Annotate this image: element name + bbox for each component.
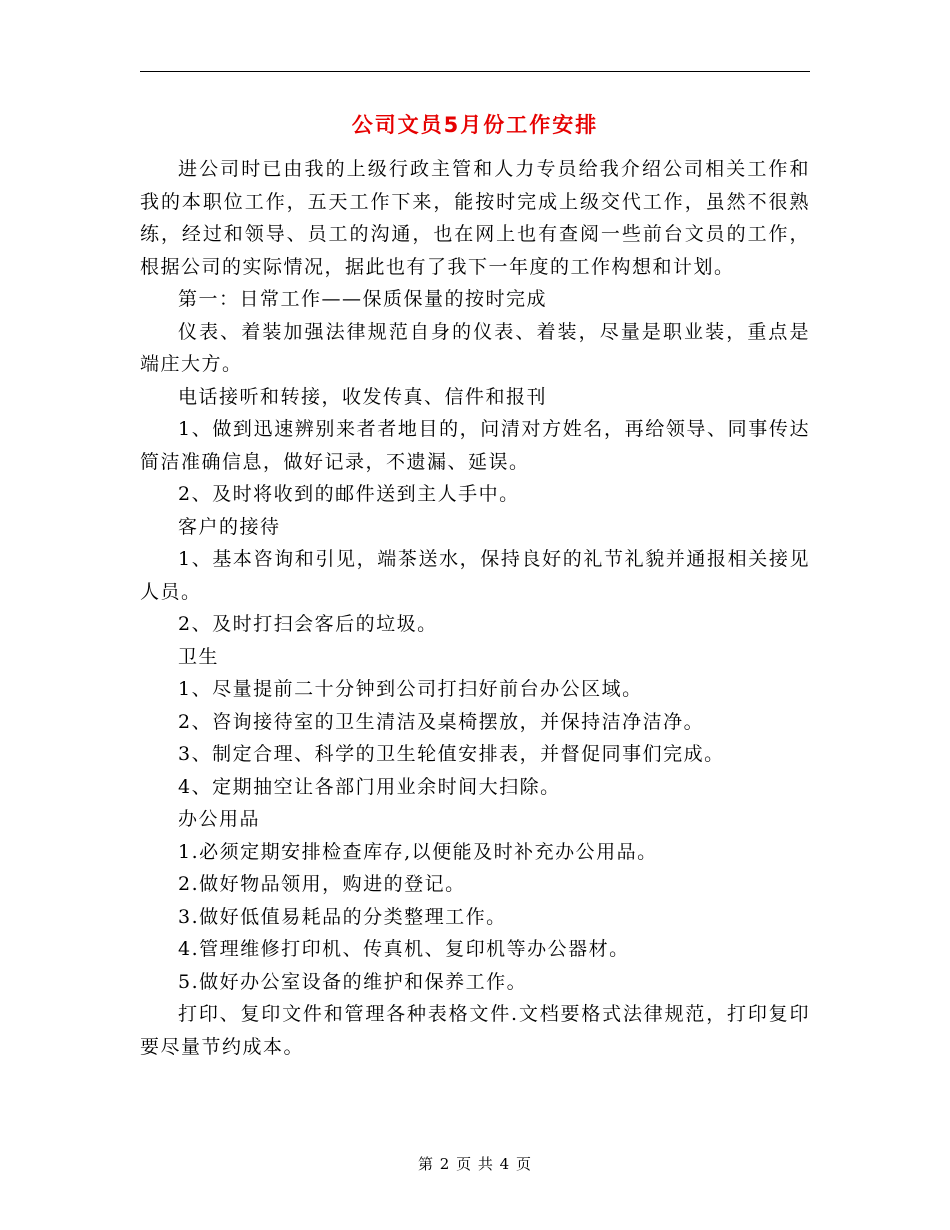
list-item: 1、尽量提前二十分钟到公司打扫好前台办公区域。 bbox=[178, 678, 643, 700]
paragraph: 进公司时已由我的上级行政主管和人力专员给我介绍公司相关工作和我的本职位工作，五天工作下来，能按时完成上级交代工作，虽然不很熟练，经过和领导、员工的沟通，也在网上也有查阅一些前台文员的工作，根据公司的实际情况，据此也有了我下一年度的工作构想和计划。 bbox=[140, 158, 810, 278]
page-number: 第 2 页 共 4 页 bbox=[418, 1155, 532, 1173]
section-heading: 客户的接待 bbox=[178, 515, 281, 538]
paragraph: 打印、复印文件和管理各种表格文件.文档要格式法律规范，打印复印要尽量节约成本。 bbox=[140, 1003, 810, 1058]
list-item: 3、制定合理、科学的卫生轮值安排表，并督促同事们完成。 bbox=[178, 743, 725, 765]
list-item: 3.做好低值易耗品的分类整理工作。 bbox=[178, 905, 507, 928]
list-item: 1、基本咨询和引见，端茶送水，保持良好的礼节礼貌并通报相关接见人员。 bbox=[140, 548, 810, 603]
list-item: 2.做好物品领用，购进的登记。 bbox=[178, 873, 466, 895]
list-item: 2、及时将收到的邮件送到主人手中。 bbox=[178, 483, 520, 505]
section-heading: 第一：日常工作——保质保量的按时完成 bbox=[178, 288, 548, 310]
section-heading: 卫生 bbox=[178, 645, 220, 668]
document-body bbox=[140, 153, 810, 1063]
section-heading: 办公用品 bbox=[178, 808, 261, 830]
list-item: 2、及时打扫会客后的垃圾。 bbox=[178, 613, 438, 635]
list-item: 5.做好办公室设备的维护和保养工作。 bbox=[178, 970, 528, 993]
list-item: 1、做到迅速辨别来者者地目的，问清对方姓名，再给领导、同事传达简洁准确信息，做好记录，不遗漏、延误。 bbox=[140, 418, 810, 473]
paragraph: 仪表、着装加强法律规范自身的仪表、着装，尽量是职业装，重点是端庄大方。 bbox=[140, 320, 810, 375]
list-item: 1.必须定期安排检查库存,以便能及时补充办公用品。 bbox=[178, 840, 658, 863]
list-item: 2、咨询接待室的卫生清洁及桌椅摆放，并保持洁净洁净。 bbox=[178, 710, 705, 733]
list-item: 4.管理维修打印机、传真机、复印机等办公器材。 bbox=[178, 938, 630, 960]
section-heading: 电话接听和转接，收发传真、信件和报刊 bbox=[178, 385, 548, 408]
document-title: 公司文员5月份工作安排 bbox=[351, 113, 599, 137]
list-item: 4、定期抽空让各部门用业余时间大扫除。 bbox=[178, 775, 561, 798]
header-rule bbox=[140, 71, 810, 72]
